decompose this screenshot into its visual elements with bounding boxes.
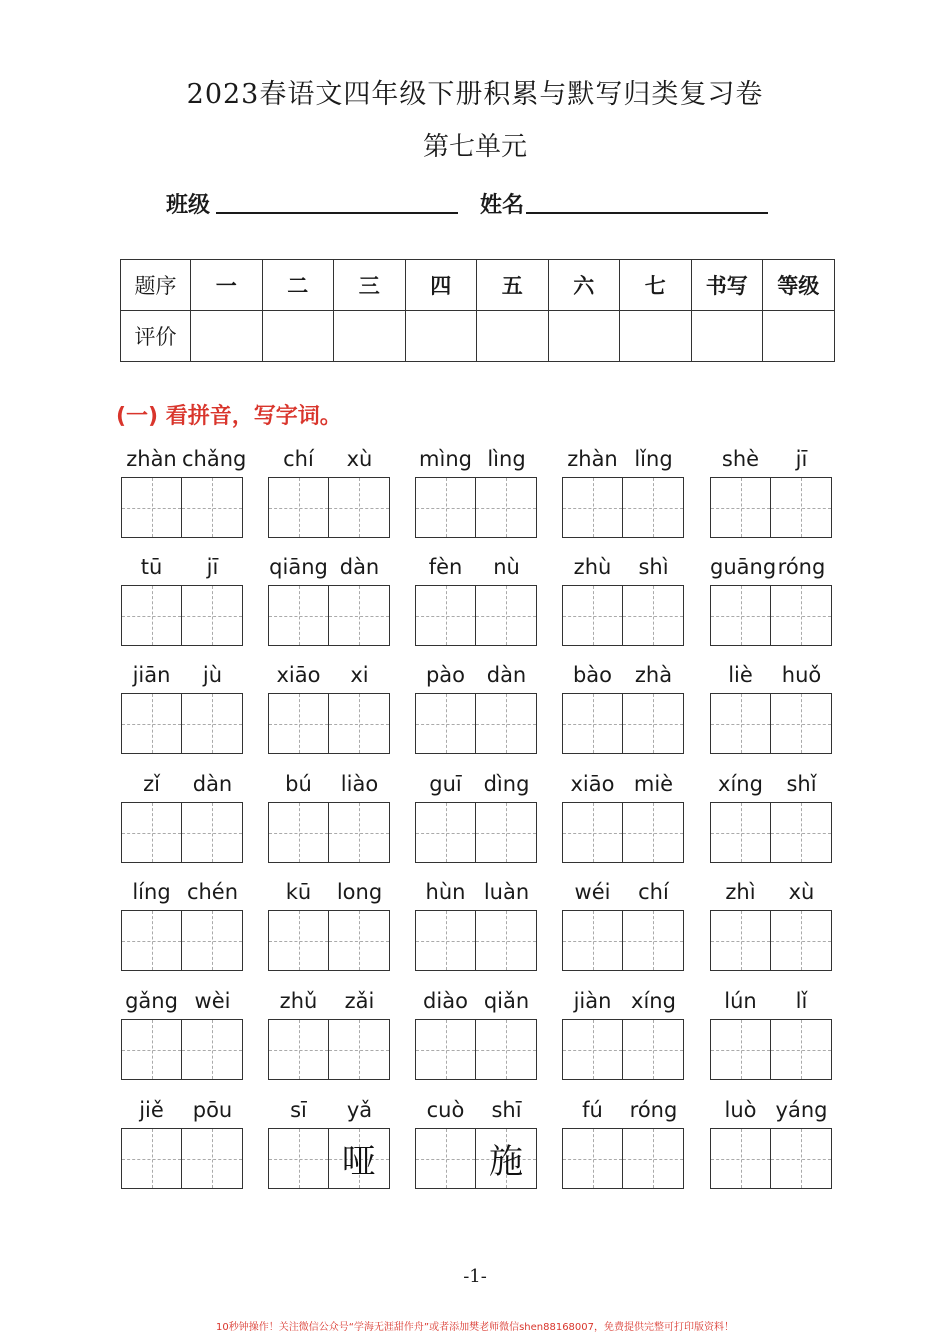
writing-cell[interactable] <box>711 478 771 537</box>
guide-line-vertical <box>593 1020 594 1079</box>
writing-cell[interactable] <box>182 586 242 645</box>
class-label: 班级 <box>166 193 211 218</box>
writing-box[interactable] <box>268 802 390 863</box>
score-header-cell: 书写 <box>691 260 763 311</box>
pinyin-syllable: zhà <box>634 663 673 687</box>
writing-cell[interactable] <box>329 803 389 862</box>
pinyin-syllable: jiàn <box>573 989 612 1013</box>
writing-cell[interactable] <box>122 911 182 970</box>
writing-box[interactable] <box>710 1128 832 1189</box>
pinyin-syllable: jī <box>795 447 808 471</box>
footer-notice: 10秒钟操作！关注微信公众号“学海无涯甜作舟”或者添加樊老师微信shen88168007，免费提供完整可打印版资料！ <box>215 1322 735 1333</box>
writing-box[interactable] <box>562 1128 684 1189</box>
score-header-cell: 一 <box>191 260 263 311</box>
guide-line-vertical <box>506 694 507 753</box>
pinyin-syllable: hùn <box>425 880 466 904</box>
writing-box[interactable] <box>415 477 537 538</box>
guide-line-vertical <box>506 911 507 970</box>
writing-cell[interactable] <box>623 803 683 862</box>
pinyin-syllable: dìng <box>483 772 530 796</box>
pinyin-syllable: lún <box>724 989 757 1013</box>
writing-box[interactable] <box>710 1019 832 1080</box>
guide-line-vertical <box>741 803 742 862</box>
writing-box[interactable] <box>710 477 832 538</box>
guide-line-vertical <box>212 478 213 537</box>
guide-line-vertical <box>653 803 654 862</box>
guide-line-vertical <box>593 911 594 970</box>
guide-line-vertical <box>212 911 213 970</box>
guide-line-vertical <box>801 803 802 862</box>
writing-box[interactable] <box>415 802 537 863</box>
guide-line-vertical <box>446 586 447 645</box>
pinyin-syllable: dàn <box>339 555 380 579</box>
score-header-cell: 六 <box>548 260 620 311</box>
writing-box[interactable] <box>710 585 832 646</box>
pinyin-syllable: bào <box>572 663 613 687</box>
writing-cell[interactable] <box>269 803 329 862</box>
guide-line-vertical <box>299 586 300 645</box>
writing-cell[interactable] <box>122 803 182 862</box>
pinyin-syllable: róng <box>629 1098 678 1122</box>
writing-cell[interactable] <box>182 1129 242 1188</box>
guide-line-vertical <box>152 478 153 537</box>
guide-line-vertical <box>801 1129 802 1188</box>
guide-line-vertical <box>741 694 742 753</box>
pinyin-syllable: guāng <box>710 555 777 579</box>
guide-line-vertical <box>359 911 360 970</box>
pinyin-syllable: yáng <box>775 1098 828 1122</box>
guide-line-vertical <box>299 478 300 537</box>
pinyin-syllable: xù <box>788 880 815 904</box>
pinyin-syllable: kū <box>285 880 312 904</box>
guide-line-vertical <box>212 586 213 645</box>
pinyin-syllable: wèi <box>194 989 231 1013</box>
document-title: 2023春语文四年级下册积累与默写归类复习卷 <box>186 79 764 110</box>
score-eval-cell[interactable] <box>262 311 334 362</box>
pinyin-syllable: chén <box>186 880 239 904</box>
pinyin-syllable: líng <box>132 880 171 904</box>
writing-box[interactable] <box>268 910 390 971</box>
writing-box[interactable] <box>121 585 243 646</box>
writing-cell[interactable] <box>623 1020 683 1079</box>
pinyin-syllable: qiāng <box>269 555 328 579</box>
guide-line-vertical <box>446 478 447 537</box>
pinyin-syllable: guī <box>429 772 462 796</box>
guide-line-vertical <box>212 694 213 753</box>
writing-cell[interactable] <box>563 478 623 537</box>
writing-cell[interactable] <box>269 586 329 645</box>
guide-line-vertical <box>446 803 447 862</box>
guide-line-vertical <box>359 586 360 645</box>
pinyin-syllable: pōu <box>192 1098 233 1122</box>
score-eval-cell[interactable] <box>620 311 692 362</box>
unit-subtitle: 第七单元 <box>422 132 527 162</box>
writing-cell[interactable] <box>329 911 389 970</box>
guide-line-vertical <box>506 803 507 862</box>
writing-cell[interactable] <box>476 911 536 970</box>
pinyin-syllable: róng <box>777 555 826 579</box>
pinyin-syllable: huǒ <box>781 663 822 687</box>
writing-cell[interactable] <box>416 911 476 970</box>
pinyin-syllable: zhì <box>725 880 756 904</box>
writing-cell[interactable] <box>269 1020 329 1079</box>
guide-line-vertical <box>593 694 594 753</box>
pinyin-syllable: zhǔ <box>279 989 318 1013</box>
pinyin-syllable: nù <box>493 555 520 579</box>
writing-cell[interactable] <box>329 586 389 645</box>
writing-box[interactable] <box>562 477 684 538</box>
writing-box[interactable] <box>710 802 832 863</box>
pinyin-syllable: cuò <box>426 1098 465 1122</box>
writing-cell[interactable] <box>771 586 831 645</box>
pinyin-syllable: xíng <box>631 989 676 1013</box>
writing-cell[interactable] <box>122 694 182 753</box>
guide-line-vertical <box>446 694 447 753</box>
writing-box[interactable] <box>415 910 537 971</box>
pinyin-syllable: zǎi <box>344 989 375 1013</box>
guide-line-vertical <box>741 478 742 537</box>
score-header-cell: 三 <box>334 260 406 311</box>
writing-box[interactable] <box>121 1019 243 1080</box>
guide-line-vertical <box>446 1129 447 1188</box>
writing-box[interactable] <box>268 1128 390 1189</box>
writing-box[interactable] <box>710 693 832 754</box>
pinyin-syllable: jī <box>206 555 219 579</box>
pinyin-syllable: xù <box>346 447 373 471</box>
guide-line-vertical <box>653 1129 654 1188</box>
guide-line-vertical <box>152 1129 153 1188</box>
writing-box[interactable] <box>268 477 390 538</box>
pinyin-syllable: xíng <box>718 772 763 796</box>
writing-box[interactable] <box>415 1019 537 1080</box>
pinyin-syllable: jiān <box>132 663 171 687</box>
writing-cell[interactable] <box>329 1020 389 1079</box>
pinyin-syllable: shè <box>721 447 760 471</box>
pinyin-syllable: fú <box>582 1098 603 1122</box>
pinyin-syllable: dàn <box>486 663 527 687</box>
pinyin-syllable: shǐ <box>786 772 817 796</box>
writing-cell[interactable] <box>623 1129 683 1188</box>
writing-cell[interactable] <box>182 694 242 753</box>
guide-line-vertical <box>506 1020 507 1079</box>
writing-cell[interactable] <box>771 694 831 753</box>
guide-line-vertical <box>152 1020 153 1079</box>
guide-line-vertical <box>801 1020 802 1079</box>
writing-cell[interactable] <box>416 694 476 753</box>
guide-line-vertical <box>741 1129 742 1188</box>
pinyin-syllable: liào <box>340 772 379 796</box>
name-label: 姓名 <box>480 193 525 218</box>
pinyin-syllable: lìng <box>487 447 526 471</box>
pinyin-syllable: luàn <box>483 880 530 904</box>
pinyin-syllable: zhù <box>573 555 612 579</box>
writing-box[interactable] <box>121 693 243 754</box>
guide-line-vertical <box>741 911 742 970</box>
guide-line-vertical <box>212 1020 213 1079</box>
writing-cell[interactable] <box>771 803 831 862</box>
writing-cell[interactable] <box>476 478 536 537</box>
writing-box[interactable] <box>121 477 243 538</box>
writing-cell[interactable] <box>711 803 771 862</box>
writing-cell[interactable] <box>563 586 623 645</box>
pinyin-syllable: lǐng <box>634 447 673 471</box>
guide-line-vertical <box>653 911 654 970</box>
pinyin-syllable: dàn <box>192 772 233 796</box>
score-eval-row <box>121 311 835 362</box>
writing-cell[interactable] <box>476 586 536 645</box>
guide-line-vertical <box>359 803 360 862</box>
writing-box[interactable] <box>415 1128 537 1189</box>
prefilled-character: 哑 <box>342 1142 376 1182</box>
score-eval-cell[interactable] <box>191 311 263 362</box>
guide-line-vertical <box>593 586 594 645</box>
score-header-cell: 七 <box>620 260 692 311</box>
writing-box[interactable] <box>415 693 537 754</box>
pinyin-syllable: fèn <box>428 555 463 579</box>
writing-box[interactable] <box>268 693 390 754</box>
writing-cell[interactable] <box>476 803 536 862</box>
pinyin-syllable: chí <box>638 880 669 904</box>
writing-cell[interactable] <box>563 694 623 753</box>
writing-box[interactable] <box>562 585 684 646</box>
writing-cell[interactable] <box>329 694 389 753</box>
guide-line-vertical <box>801 694 802 753</box>
writing-cell[interactable] <box>563 1020 623 1079</box>
writing-box[interactable] <box>268 1019 390 1080</box>
guide-line-vertical <box>593 1129 594 1188</box>
section-heading: (一) 看拼音，写字词。 <box>116 404 342 429</box>
guide-line-vertical <box>299 1020 300 1079</box>
score-eval-cell[interactable] <box>763 311 835 362</box>
writing-cell[interactable] <box>416 586 476 645</box>
writing-cell[interactable] <box>416 1020 476 1079</box>
writing-cell[interactable] <box>563 803 623 862</box>
pinyin-syllable: jù <box>202 663 223 687</box>
writing-cell[interactable] <box>623 694 683 753</box>
writing-box[interactable] <box>562 1019 684 1080</box>
guide-line-vertical <box>653 586 654 645</box>
guide-line-vertical <box>152 911 153 970</box>
writing-box[interactable] <box>710 910 832 971</box>
pinyin-syllable: xiāo <box>276 663 321 687</box>
pinyin-syllable: miè <box>633 772 674 796</box>
writing-cell[interactable] <box>563 911 623 970</box>
writing-box[interactable] <box>121 1128 243 1189</box>
writing-cell[interactable] <box>563 1129 623 1188</box>
score-eval-cell[interactable] <box>691 311 763 362</box>
guide-line-vertical <box>299 694 300 753</box>
score-eval-cell[interactable] <box>405 311 477 362</box>
guide-line-vertical <box>152 694 153 753</box>
guide-line-vertical <box>152 803 153 862</box>
pinyin-syllable: chǎng <box>182 447 247 471</box>
guide-line-vertical <box>299 1129 300 1188</box>
writing-cell[interactable] <box>269 911 329 970</box>
writing-cell[interactable] <box>182 911 242 970</box>
guide-line-vertical <box>593 803 594 862</box>
guide-line-vertical <box>801 586 802 645</box>
pinyin-syllable: zǐ <box>143 772 160 796</box>
pinyin-syllable: jiě <box>139 1098 164 1122</box>
writing-box[interactable] <box>562 802 684 863</box>
writing-cell[interactable] <box>182 478 242 537</box>
guide-line-vertical <box>506 478 507 537</box>
guide-line-vertical <box>299 803 300 862</box>
pinyin-syllable: wéi <box>574 880 611 904</box>
score-header-cell: 五 <box>477 260 549 311</box>
writing-cell[interactable] <box>122 478 182 537</box>
score-eval-cell[interactable] <box>477 311 549 362</box>
pinyin-syllable: long <box>336 880 383 904</box>
writing-cell[interactable] <box>122 586 182 645</box>
writing-cell[interactable] <box>416 1129 476 1188</box>
guide-line-vertical <box>446 911 447 970</box>
writing-cell[interactable] <box>771 1020 831 1079</box>
guide-line-vertical <box>359 694 360 753</box>
writing-cell[interactable] <box>711 1129 771 1188</box>
pinyin-syllable: luò <box>724 1098 757 1122</box>
writing-cell[interactable] <box>416 803 476 862</box>
pinyin-syllable: zhàn <box>567 447 618 471</box>
writing-cell[interactable] <box>122 1129 182 1188</box>
pinyin-syllable: yǎ <box>346 1098 373 1122</box>
score-header-cell: 等级 <box>763 260 835 311</box>
prefilled-character: 施 <box>489 1142 523 1182</box>
writing-cell[interactable] <box>269 694 329 753</box>
pinyin-syllable: mìng <box>419 447 472 471</box>
score-header-row <box>121 260 835 311</box>
writing-cell[interactable] <box>329 478 389 537</box>
writing-box[interactable] <box>562 910 684 971</box>
guide-line-vertical <box>741 586 742 645</box>
writing-cell[interactable] <box>476 1129 536 1188</box>
guide-line-vertical <box>801 478 802 537</box>
writing-cell[interactable] <box>476 694 536 753</box>
guide-line-vertical <box>299 911 300 970</box>
pinyin-syllable: zhàn <box>126 447 177 471</box>
pinyin-syllable: bú <box>285 772 312 796</box>
guide-line-vertical <box>653 1020 654 1079</box>
writing-box[interactable] <box>121 802 243 863</box>
guide-line-vertical <box>741 1020 742 1079</box>
guide-line-vertical <box>359 1020 360 1079</box>
pinyin-syllable: shī <box>491 1098 522 1122</box>
guide-line-vertical <box>212 1129 213 1188</box>
writing-box[interactable] <box>562 693 684 754</box>
writing-cell[interactable] <box>476 1020 536 1079</box>
writing-cell[interactable] <box>122 1020 182 1079</box>
guide-line-vertical <box>801 911 802 970</box>
writing-cell[interactable] <box>771 478 831 537</box>
pinyin-syllable: shì <box>638 555 669 579</box>
writing-cell[interactable] <box>329 1129 389 1188</box>
pinyin-syllable: chí <box>283 447 314 471</box>
pinyin-syllable: pào <box>425 663 466 687</box>
writing-cell[interactable] <box>623 478 683 537</box>
writing-box[interactable] <box>268 585 390 646</box>
pinyin-syllable: sī <box>290 1098 307 1122</box>
writing-cell[interactable] <box>182 1020 242 1079</box>
name-line[interactable] <box>526 212 768 214</box>
pinyin-syllable: lǐ <box>795 989 808 1013</box>
score-header-label: 题序 <box>121 260 191 311</box>
guide-line-vertical <box>359 478 360 537</box>
writing-cell[interactable] <box>711 1020 771 1079</box>
page-number: -1- <box>463 1266 487 1287</box>
guide-line-vertical <box>152 586 153 645</box>
guide-line-vertical <box>506 586 507 645</box>
writing-cell[interactable] <box>623 586 683 645</box>
score-eval-cell[interactable] <box>548 311 620 362</box>
writing-cell[interactable] <box>269 478 329 537</box>
writing-cell[interactable] <box>623 911 683 970</box>
pinyin-syllable: xiāo <box>570 772 615 796</box>
writing-cell[interactable] <box>771 911 831 970</box>
pinyin-syllable: xi <box>350 663 369 687</box>
score-header-cell: 二 <box>262 260 334 311</box>
score-eval-cell[interactable] <box>334 311 406 362</box>
guide-line-vertical <box>446 1020 447 1079</box>
writing-cell[interactable] <box>182 803 242 862</box>
writing-cell[interactable] <box>711 586 771 645</box>
writing-cell[interactable] <box>711 911 771 970</box>
pinyin-syllable: qiǎn <box>483 989 530 1013</box>
guide-line-vertical <box>593 478 594 537</box>
writing-box[interactable] <box>415 585 537 646</box>
writing-cell[interactable] <box>711 694 771 753</box>
writing-box[interactable] <box>121 910 243 971</box>
score-header-cell: 四 <box>405 260 477 311</box>
guide-line-vertical <box>653 694 654 753</box>
guide-line-vertical <box>212 803 213 862</box>
pinyin-syllable: gǎng <box>125 989 178 1013</box>
score-table <box>120 259 835 362</box>
pinyin-syllable: diào <box>423 989 468 1013</box>
guide-line-vertical <box>653 478 654 537</box>
writing-cell[interactable] <box>771 1129 831 1188</box>
writing-cell[interactable] <box>416 478 476 537</box>
writing-cell[interactable] <box>269 1129 329 1188</box>
class-line[interactable] <box>216 212 458 214</box>
pinyin-syllable: liè <box>728 663 753 687</box>
pinyin-syllable: tū <box>140 555 163 579</box>
score-eval-label: 评价 <box>121 311 191 362</box>
